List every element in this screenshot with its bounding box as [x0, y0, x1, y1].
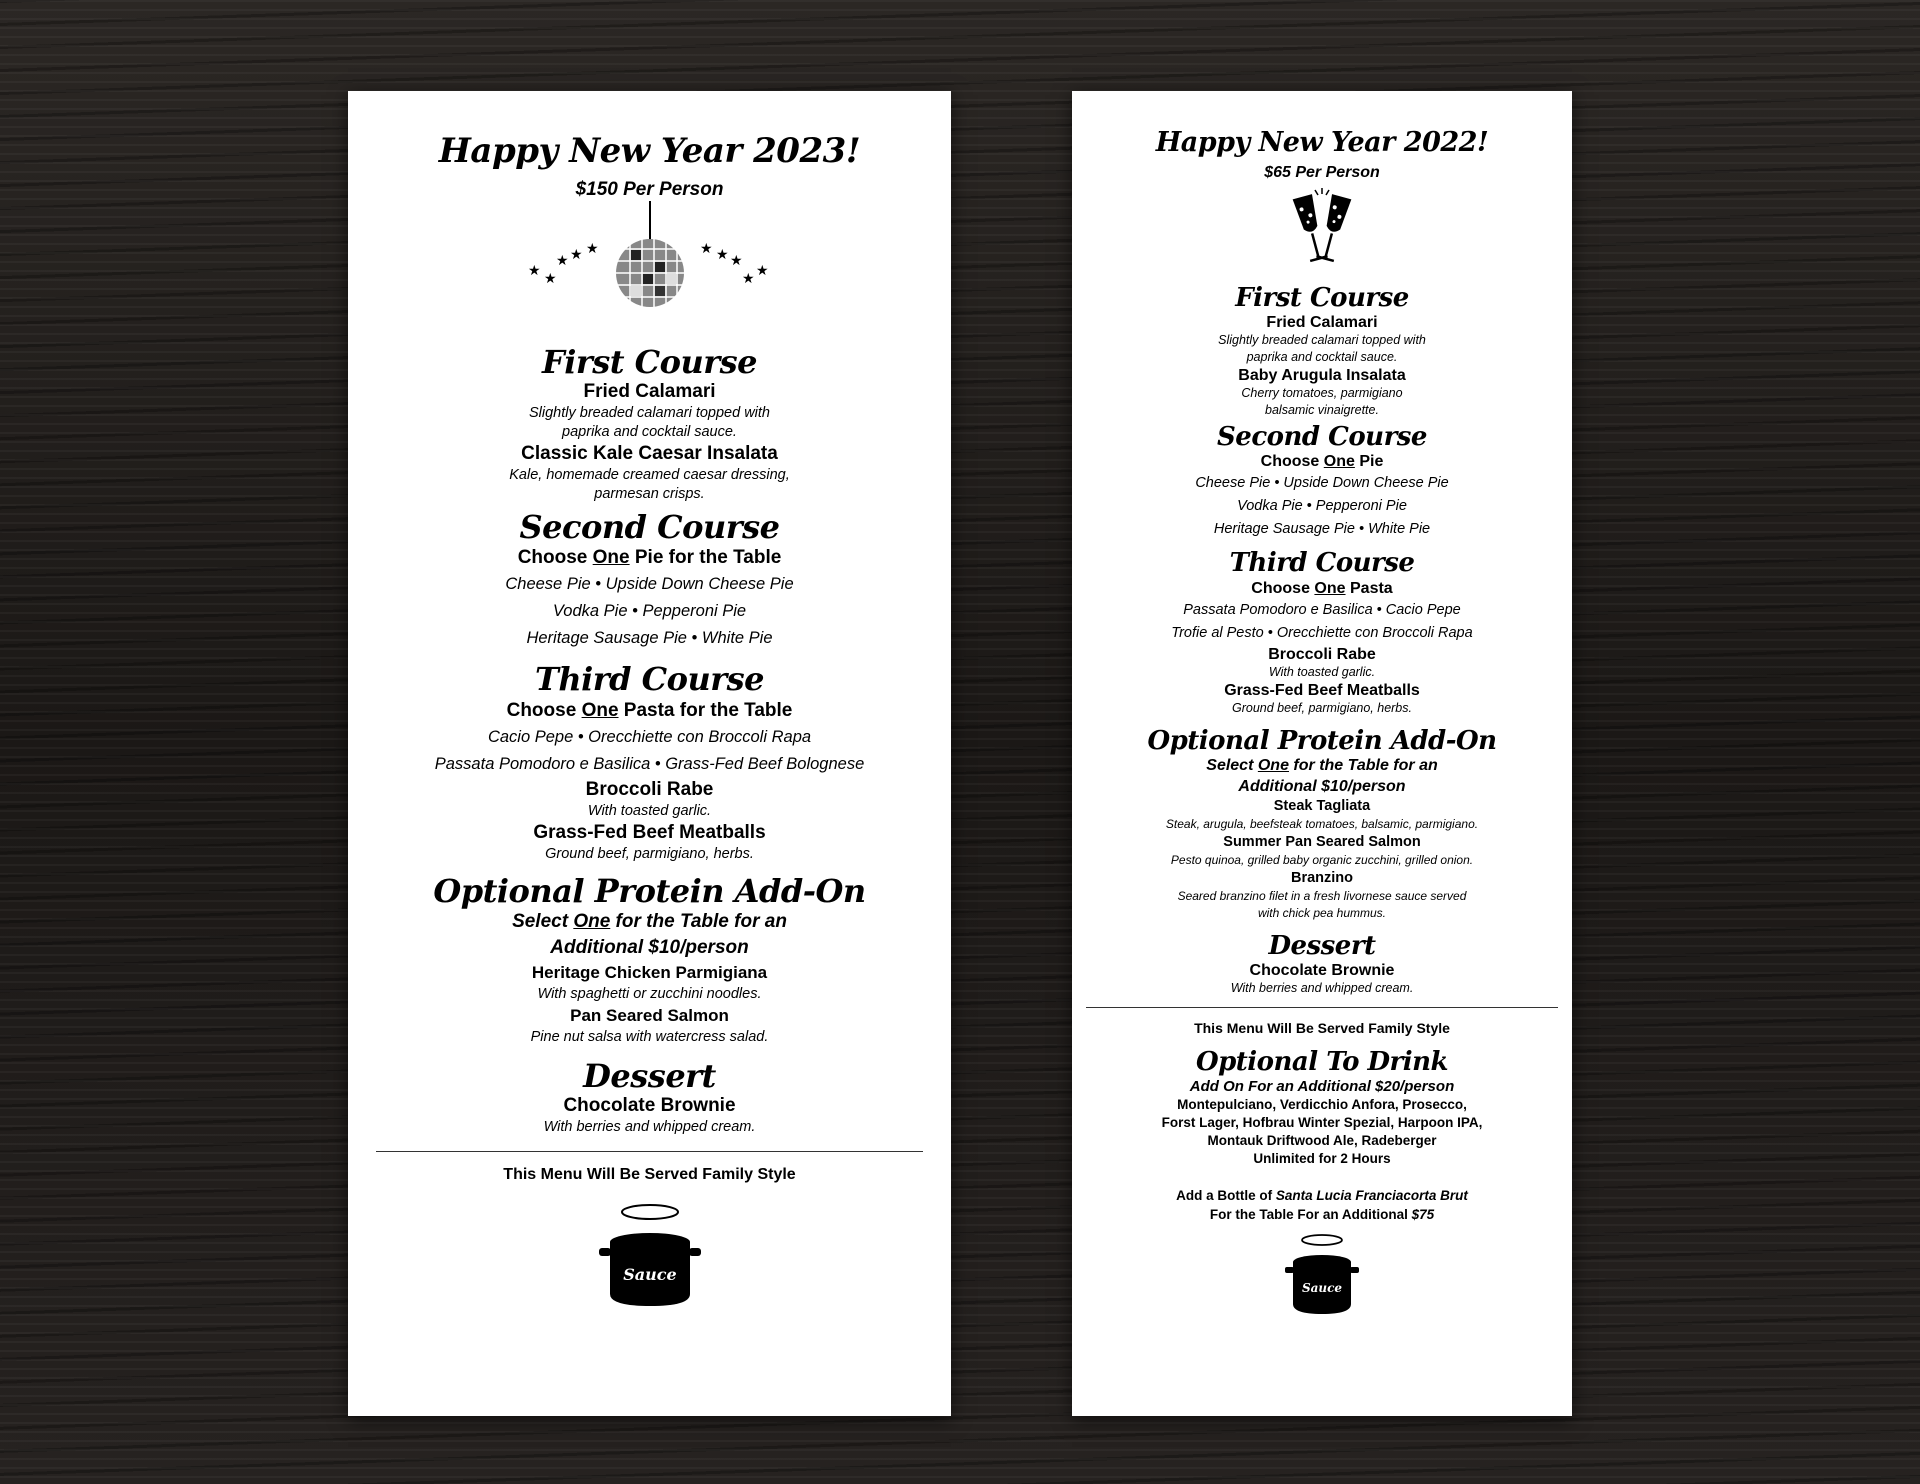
- choose-line: Choose One Pasta: [1251, 579, 1393, 597]
- select-line: Select One for the Table for an: [1206, 757, 1438, 775]
- svg-text:★: ★: [585, 241, 599, 257]
- item-chicken-parm: Heritage Chicken Parmigiana: [531, 962, 768, 982]
- item-salmon: Summer Pan Seared Salmon: [1223, 834, 1421, 851]
- third-course-title: Third Course: [535, 660, 764, 699]
- item-broccoli-rabe: Broccoli Rabe: [1268, 645, 1376, 663]
- svg-text:★: ★: [543, 271, 557, 287]
- item-desc: With toasted garlic.: [587, 802, 712, 819]
- choose-line: Choose One Pie: [1260, 453, 1384, 471]
- item-desc: balsamic vinaigrette.: [1265, 402, 1379, 417]
- disco-ball-icon: [520, 201, 780, 321]
- item-arugula: Baby Arugula Insalata: [1238, 366, 1406, 384]
- first-course-title: First Course: [542, 343, 757, 381]
- item-desc: Ground beef, parmigiano, herbs.: [545, 845, 754, 862]
- pasta-options: Passata Pomodoro e Basilica • Grass-Fed Beef Bolognese: [434, 754, 865, 773]
- item-broccoli-rabe: Broccoli Rabe: [585, 778, 714, 800]
- svg-text:★: ★: [555, 253, 569, 269]
- drink-line: Unlimited for 2 Hours: [1253, 1150, 1391, 1166]
- champagne-glasses-icon: [1282, 188, 1362, 270]
- item-desc: paprika and cocktail sauce.: [1246, 349, 1398, 364]
- pie-options: Heritage Sausage Pie • White Pie: [526, 629, 773, 648]
- logo-text: Sauce: [1301, 1280, 1343, 1295]
- divider: [1086, 1007, 1558, 1008]
- choose-line: Choose One Pie for the Table: [517, 547, 782, 569]
- menu-card-2022: [1072, 91, 1572, 1416]
- svg-text:★: ★: [741, 271, 755, 287]
- pasta-options: Cacio Pepe • Orecchiette con Broccoli Rapa: [487, 727, 812, 746]
- protein-title: Optional Protein Add-On: [433, 871, 866, 910]
- item-desc: With toasted garlic.: [1268, 664, 1376, 679]
- second-course-title: Second Course: [519, 508, 780, 547]
- item-fried-calamari: Fried Calamari: [1266, 313, 1378, 331]
- item-desc: Slightly breaded calamari topped with: [1218, 332, 1426, 347]
- svg-text:★: ★: [755, 263, 769, 279]
- logo-text: Sauce: [622, 1264, 677, 1284]
- family-style-note: This Menu Will Be Served Family Style: [1194, 1019, 1450, 1036]
- svg-text:★: ★: [729, 253, 743, 269]
- item-desc: With berries and whipped cream.: [543, 1118, 756, 1135]
- select-line: Select One for the Table for an: [512, 910, 787, 932]
- drink-title: Optional To Drink: [1195, 1046, 1449, 1077]
- svg-text:★: ★: [527, 263, 541, 279]
- item-brownie: Chocolate Brownie: [563, 1094, 736, 1116]
- select-line-2: Additional $10/person: [550, 936, 749, 958]
- bottle-offer-line-2: For the Table For an Additional $75: [1209, 1206, 1435, 1222]
- pasta-options: Passata Pomodoro e Basilica • Cacio Pepe: [1183, 601, 1461, 618]
- select-line-2: Additional $10/person: [1238, 778, 1406, 796]
- drink-line: Montepulciano, Verdicchio Anfora, Prosecco,: [1177, 1096, 1467, 1112]
- svg-text:★: ★: [699, 241, 713, 257]
- item-desc: Slightly breaded calamari topped with: [529, 405, 770, 422]
- pie-options: Cheese Pie • Upside Down Cheese Pie: [505, 575, 794, 594]
- item-desc: Ground beef, parmigiano, herbs.: [1232, 700, 1412, 715]
- pasta-options: Trofie al Pesto • Orecchiette con Broccoli Rapa: [1171, 624, 1473, 641]
- divider: [376, 1151, 923, 1152]
- item-desc: With spaghetti or zucchini noodles.: [537, 985, 762, 1002]
- item-desc: Kale, homemade creamed caesar dressing,: [509, 467, 790, 484]
- item-kale-caesar: Classic Kale Caesar Insalata: [521, 443, 778, 465]
- sauce-pot-logo: [1282, 1232, 1362, 1318]
- bottle-offer: Add a Bottle of Santa Lucia Franciacorta Brut: [1176, 1187, 1468, 1203]
- menu-price: $65 Per Person: [1264, 164, 1380, 181]
- menu-title: Happy New Year 2023!: [438, 131, 861, 171]
- first-course-title: First Course: [1235, 283, 1409, 313]
- dessert-title: Dessert: [583, 1056, 716, 1095]
- item-brownie: Chocolate Brownie: [1249, 961, 1395, 979]
- menu-title: Happy New Year 2022!: [1155, 127, 1489, 158]
- svg-text:★: ★: [569, 247, 583, 263]
- item-desc: parmesan crisps.: [594, 486, 705, 503]
- menu-price: $150 Per Person: [575, 179, 724, 200]
- item-desc: with chick pea hummus.: [1257, 906, 1387, 921]
- item-desc: Pesto quinoa, grilled baby organic zucchini, grilled onion.: [1170, 853, 1474, 868]
- pie-options: Vodka Pie • Pepperoni Pie: [1237, 498, 1407, 515]
- item-fried-calamari: Fried Calamari: [583, 381, 716, 403]
- choose-line: Choose One Pasta for the Table: [506, 699, 793, 721]
- svg-text:★: ★: [715, 247, 729, 263]
- item-desc: Seared branzino filet in a fresh livornese sauce served: [1177, 889, 1467, 904]
- third-course-title: Third Course: [1229, 548, 1415, 579]
- item-desc: With berries and whipped cream.: [1230, 980, 1414, 995]
- item-meatballs: Grass-Fed Beef Meatballs: [533, 821, 766, 843]
- item-desc: Steak, arugula, beefsteak tomatoes, balsamic, parmigiano.: [1165, 817, 1479, 832]
- item-desc: Pine nut salsa with watercress salad.: [530, 1028, 769, 1045]
- item-meatballs: Grass-Fed Beef Meatballs: [1224, 681, 1420, 699]
- dessert-title: Dessert: [1268, 931, 1376, 962]
- pie-options: Cheese Pie • Upside Down Cheese Pie: [1195, 475, 1449, 492]
- sauce-pot-logo: [595, 1202, 705, 1312]
- family-style-note: This Menu Will Be Served Family Style: [503, 1165, 796, 1183]
- item-salmon: Pan Seared Salmon: [570, 1005, 729, 1025]
- drink-line: Montauk Driftwood Ale, Radeberger: [1207, 1132, 1437, 1148]
- second-course-title: Second Course: [1217, 421, 1427, 452]
- item-desc: paprika and cocktail sauce.: [562, 424, 737, 441]
- protein-title: Optional Protein Add-On: [1147, 725, 1497, 756]
- pie-options: Heritage Sausage Pie • White Pie: [1213, 521, 1431, 538]
- item-branzino: Branzino: [1290, 870, 1354, 887]
- item-steak: Steak Tagliata: [1273, 798, 1371, 815]
- drink-subtitle: Add On For an Additional $20/person: [1189, 1077, 1455, 1095]
- menu-card-2023: [348, 91, 951, 1416]
- drink-line: Forst Lager, Hofbrau Winter Spezial, Harpoon IPA,: [1161, 1114, 1483, 1130]
- item-desc: Cherry tomatoes, parmigiano: [1241, 385, 1403, 400]
- pie-options: Vodka Pie • Pepperoni Pie: [552, 602, 747, 621]
